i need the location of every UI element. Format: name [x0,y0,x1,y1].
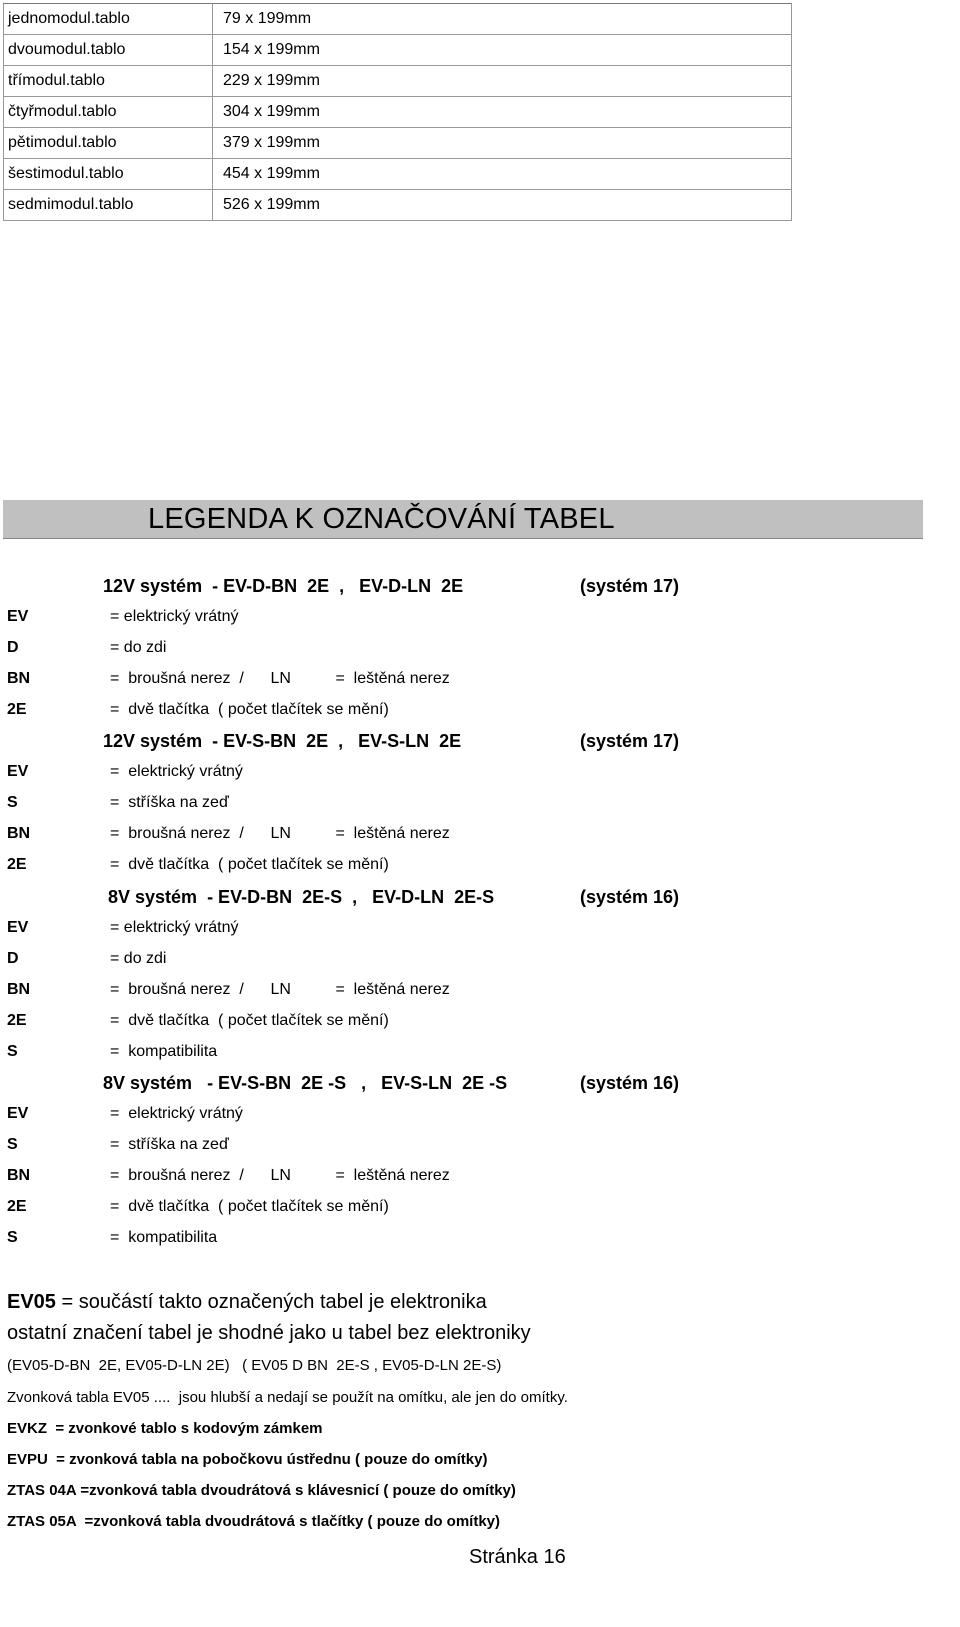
module-size: 154 x 199mm [213,35,792,66]
legend-code: EV [7,763,29,780]
module-name: třímodul.tablo [4,66,213,97]
legend-code: 2E [7,856,27,874]
note-line-8: ZTAS 05A =zvonková tabla dvoudrátová s tlačítky ( pouze do omítky) [7,1513,501,1530]
legend-code: S [7,794,18,812]
legend-code: 2E [7,1012,27,1030]
legend-title-bar [3,500,923,539]
legend-code: S [7,1229,18,1247]
section-title: 12V systém - EV-D-BN 2E , EV-D-LN 2E [103,576,464,596]
ev05-code: EV05 [7,1291,56,1313]
legend-title: LEGENDA K OZNAČOVÁNÍ TABEL [148,503,615,535]
module-size: 454 x 199mm [213,159,792,190]
module-name: šestimodul.tablo [4,159,213,190]
note-line-3: (EV05-D-BN 2E, EV05-D-LN 2E) ( EV05 D BN 2E-S , EV05-D-LN 2E-S) [7,1357,502,1374]
legend-description: = elektrický vrátný [110,919,239,936]
legend-code: EV [7,608,29,625]
section-system: (systém 16) [580,887,680,907]
note-line-6: EVPU = zvonková tabla na pobočkovu ústřednu ( pouze do omítky) [7,1451,488,1468]
note-line-4: Zvonková tabla EV05 .... jsou hlubší a nedají se použít na omítku, ale jen do omítky. [7,1389,568,1406]
section-system: (systém 16) [580,1073,680,1093]
module-name: pětimodul.tablo [4,128,213,159]
module-name: dvoumodul.tablo [4,35,213,66]
legend-description: = broušná nerez / LN = leštěná nerez [110,981,450,999]
module-size: 526 x 199mm [213,190,792,221]
module-size: 379 x 199mm [213,128,792,159]
legend-description: = kompatibilita [110,1043,218,1061]
page-footer: Stránka 16 [469,1546,566,1568]
legend-code: EV [7,1105,29,1122]
module-size: 79 x 199mm [213,4,792,35]
dimension-row [4,66,792,97]
legend-description: = elektrický vrátný [110,608,239,625]
legend-code: S [7,1043,18,1061]
legend-description: = dvě tlačítka ( počet tlačítek se mění) [110,1198,389,1216]
legend-description: = do zdi [110,639,167,657]
legend-description: = dvě tlačítka ( počet tlačítek se mění) [110,701,389,719]
legend-code: BN [7,825,31,843]
legend-code: S [7,1136,18,1154]
legend-code: D [7,639,19,657]
section-system: (systém 17) [580,731,680,751]
legend-code: 2E [7,701,27,719]
section-system: (systém 17) [580,576,680,596]
dimension-row [4,190,792,221]
dimension-row [4,159,792,190]
ev05-text: = součástí takto označených tabel je elektronika [55,1291,487,1313]
legend-code: BN [7,670,31,688]
module-name: čtyřmodul.tablo [4,97,213,128]
legend-code: BN [7,1167,31,1185]
note-line-7: ZTAS 04A =zvonková tabla dvoudrátová s klávesnicí ( pouze do omítky) [7,1482,516,1499]
legend-description: = kompatibilita [110,1229,218,1247]
legend-description: = stříška na zeď [110,1136,229,1154]
section-title: 12V systém - EV-S-BN 2E , EV-S-LN 2E [103,731,462,751]
legend-description: = stříška na zeď [110,794,229,812]
dimension-row [4,35,792,66]
legend-code: EV [7,919,29,936]
ev05-note [7,1291,487,1314]
legend-code: BN [7,981,31,999]
module-size: 304 x 199mm [213,97,792,128]
module-name: jednomodul.tablo [4,4,213,35]
legend-code: D [7,950,19,968]
dimension-row [4,97,792,128]
legend-description: = broušná nerez / LN = leštěná nerez [110,670,450,688]
module-name: sedmimodul.tablo [4,190,213,221]
note-line-5: EVKZ = zvonkové tablo s kodovým zámkem [7,1420,323,1437]
legend-description: = elektrický vrátný [110,1105,243,1122]
module-size: 229 x 199mm [213,66,792,97]
legend-description: = broušná nerez / LN = leštěná nerez [110,825,450,843]
legend-description: = dvě tlačítka ( počet tlačítek se mění) [110,1012,389,1030]
legend-description: = broušná nerez / LN = leštěná nerez [110,1167,450,1185]
legend-description: = do zdi [110,950,167,968]
legend-description: = elektrický vrátný [110,763,243,780]
dimensions-table [3,3,792,221]
dimension-row [4,4,792,35]
section-title: 8V systém - EV-D-BN 2E-S , EV-D-LN 2E-S [103,887,495,907]
legend-description: = dvě tlačítka ( počet tlačítek se mění) [110,856,389,874]
legend-code: 2E [7,1198,27,1216]
dimensions-table-body [4,4,792,221]
dimension-row [4,128,792,159]
section-title: 8V systém - EV-S-BN 2E -S , EV-S-LN 2E -S [103,1073,508,1093]
note-line-2: ostatní značení tabel je shodné jako u tabel bez elektroniky [7,1322,531,1344]
